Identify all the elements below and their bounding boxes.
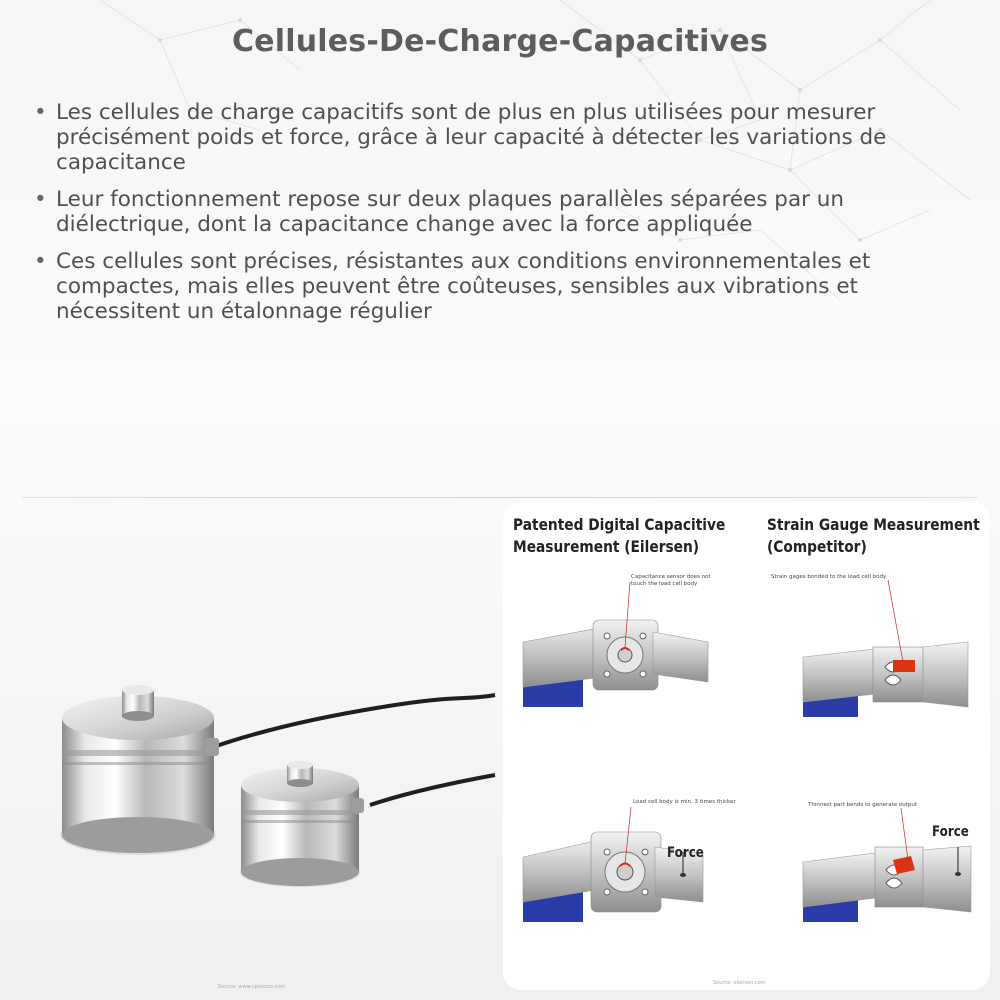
bullet-item: • Les cellules de charge capacitifs sont de plus en plus utilisées pour mesurer précisément poids et force, grâce à leur capacité à détecter les variations de capacitance [34, 100, 984, 175]
capacitive-cell-top [523, 582, 708, 707]
strain-gauge-cell-top [803, 580, 968, 717]
strain-gauge-heading: Strain Gauge Measurement (Competitor) [767, 515, 980, 556]
annotation-strain-gages: Strain gages bonded to the load cell body [771, 574, 887, 580]
comparison-diagram [503, 502, 990, 990]
page-title: Cellules-De-Charge-Capacitives [231, 24, 769, 59]
annotation-thinnest-part: Thinnest part bends to generate output [808, 802, 918, 808]
annotation-thicker-body: Load cell body is min. 3 times thicker [633, 799, 736, 805]
force-label-strain: Force [932, 824, 969, 840]
annotation-capacitance-sensor: Capacitance sensor does not touch the load cell body [631, 574, 711, 587]
bullet-item: • Ces cellules sont précises, résistantes aux conditions environnementales et compactes, mais elles peuvent être coûteuses, sensibles aux vibrations et nécessitent un étalonnage régulier [34, 249, 984, 324]
load-cell-photo [0, 500, 500, 1000]
section-divider [22, 497, 978, 498]
image-source-caption: Source: www.cpeouco.com [218, 984, 286, 990]
load-cell-diagrams [503, 502, 990, 990]
force-label-capacitive: Force [667, 845, 704, 861]
load-cell-illustration [0, 500, 500, 1000]
diagram-source-caption: Source: eilersen.com [713, 980, 766, 986]
bullet-list [34, 100, 984, 336]
capacitive-cell-bottom [523, 807, 703, 922]
bullet-item: • Leur fonctionnement repose sur deux plaques parallèles séparées par un diélectrique, dont la capacitance change avec la force appliquée [34, 187, 984, 237]
capacitive-heading: Patented Digital Capacitive Measurement (Eilersen) [513, 515, 726, 556]
